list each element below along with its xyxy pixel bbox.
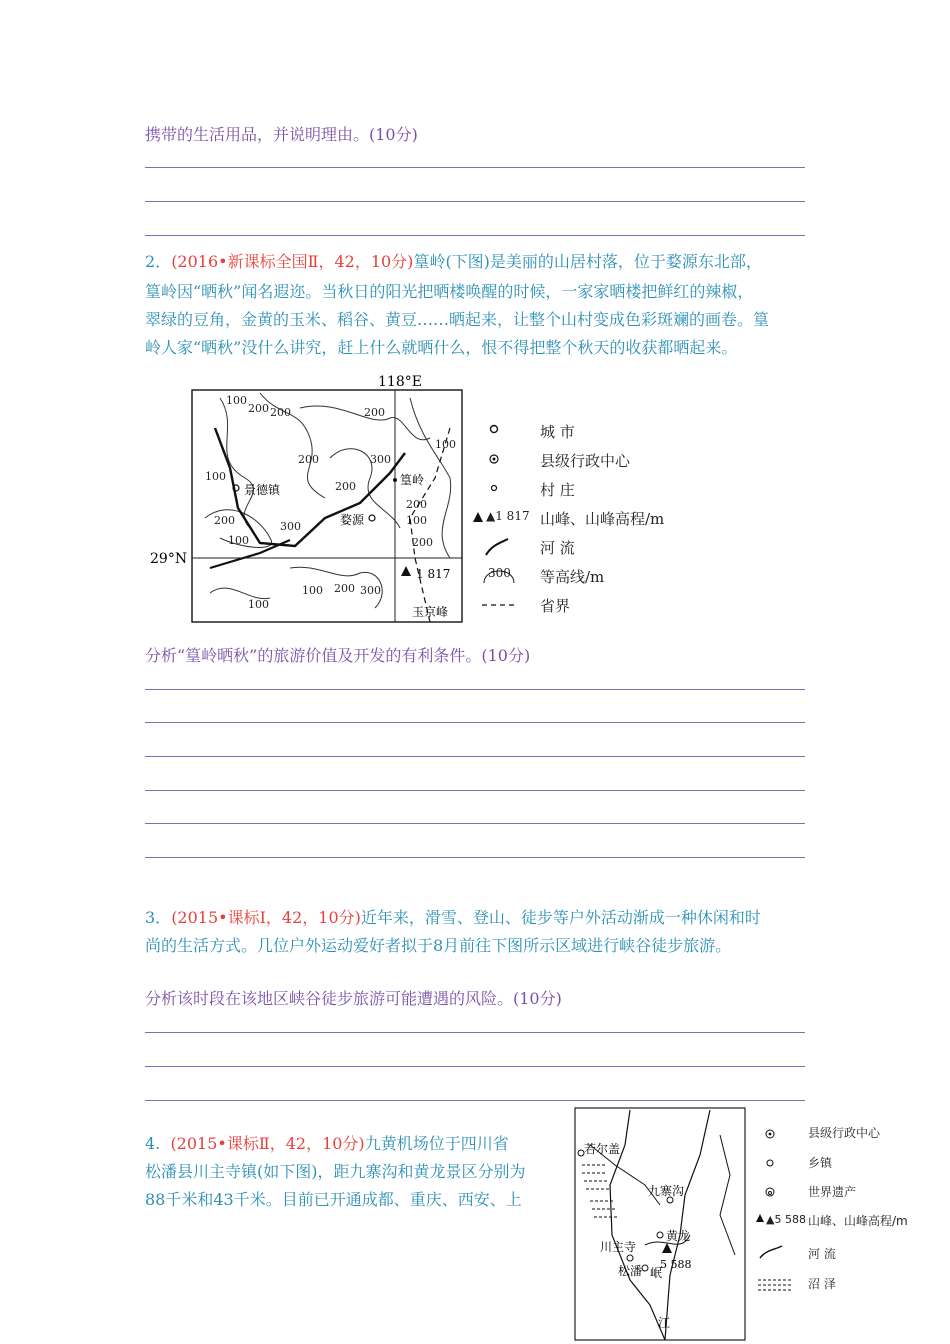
svg-text:100: 100: [226, 394, 247, 407]
q2-stem-4: 岭人家“晒秋”没什么讲究，赶上什么就晒什么，恨不得把整个秋天的收获都晒起来。: [145, 338, 738, 357]
village-icon: [492, 486, 497, 491]
place-wuyuan: 婺源: [340, 513, 365, 527]
svg-text:松潘: 松潘: [618, 1264, 643, 1278]
q3-stem-1: 近年来，滑雪、登山、徒步等户外活动渐成一种休闲和时: [360, 908, 761, 927]
svg-text:200: 200: [298, 453, 319, 466]
answer-line[interactable]: [145, 167, 805, 168]
svg-text:100: 100: [406, 514, 427, 527]
q4-stem-1: 九黄机场位于四川省: [364, 1134, 509, 1153]
answer-line[interactable]: [145, 756, 805, 757]
longitude-label: 118°E: [378, 374, 422, 390]
q3-line-1: [145, 904, 761, 931]
jiuhuang-map: [570, 1105, 750, 1344]
answer-line[interactable]: [145, 823, 805, 824]
svg-text:100: 100: [228, 534, 249, 547]
q4-line-1: [145, 1130, 509, 1157]
svg-text:1 817: 1 817: [416, 567, 451, 581]
river-icon: [486, 539, 508, 555]
huangling-map: [150, 368, 470, 624]
place-huangling: 篁岭: [400, 473, 425, 487]
q4-stem-3: 88千米和43千米。目前已开通成都、重庆、西安、上: [145, 1190, 522, 1209]
q2-line-1: [145, 248, 762, 275]
latitude-label: 29°N: [150, 551, 188, 567]
svg-text:岷: 岷: [650, 1266, 663, 1280]
answer-line[interactable]: [145, 1032, 805, 1033]
q3-stem-2: 尚的生活方式。几位户外运动爱好者拟于8月前往下图所示区域进行峡谷徒步旅游。: [145, 936, 732, 955]
q4-source: (2015•课标Ⅱ，42，10分): [170, 1134, 365, 1153]
svg-text:200: 200: [270, 406, 291, 419]
svg-text:300: 300: [280, 520, 301, 533]
peak-icon: [756, 1214, 764, 1222]
answer-line[interactable]: [145, 857, 805, 858]
q3-question: 分析该时段在该地区峡谷徒步旅游可能遭遇的风险。(10分): [145, 989, 562, 1008]
q4-stem-2: 松潘县川主寺镇(如下图)，距九寨沟和黄龙景区分别为: [145, 1162, 526, 1181]
svg-text:300: 300: [360, 584, 381, 597]
svg-text:若尔盖: 若尔盖: [584, 1142, 621, 1156]
city-icon: [491, 426, 498, 433]
answer-line[interactable]: [145, 235, 805, 236]
q2-question: 分析“篁岭晒秋”的旅游价值及开发的有利条件。(10分): [145, 646, 531, 665]
svg-text:300: 300: [370, 453, 391, 466]
answer-line[interactable]: [145, 1100, 805, 1101]
township-icon: [767, 1160, 773, 1166]
q3-source: (2015•课标Ⅰ，42，10分): [171, 908, 361, 927]
q2-stem-3: 翠绿的豆角，金黄的玉米、稻谷、黄豆……晒起来，让整个山村变成色彩斑斓的画卷。篁: [145, 310, 770, 329]
svg-text:5 588: 5 588: [660, 1258, 692, 1271]
swamp-icon: [758, 1280, 792, 1290]
svg-text:200: 200: [214, 514, 235, 527]
svg-text:200: 200: [334, 582, 355, 595]
svg-text:江: 江: [658, 1316, 671, 1330]
answer-line[interactable]: [145, 201, 805, 202]
svg-text:九寨沟: 九寨沟: [648, 1184, 685, 1198]
answer-line[interactable]: [145, 790, 805, 791]
answer-line[interactable]: [145, 1066, 805, 1067]
svg-text:黄龙: 黄龙: [666, 1229, 691, 1243]
svg-text:100: 100: [302, 584, 323, 597]
q2-number: 2．: [145, 252, 172, 271]
q3-number: 3．: [145, 908, 172, 927]
svg-text:200: 200: [406, 498, 427, 511]
q4-legend-icons: [752, 1120, 802, 1295]
svg-text:200: 200: [335, 480, 356, 493]
svg-text:200: 200: [364, 406, 385, 419]
river-icon: [760, 1246, 782, 1258]
svg-text:200: 200: [412, 536, 433, 549]
svg-text:200: 200: [248, 402, 269, 415]
q2-source: (2016•新课标全国Ⅱ，42，10分): [171, 252, 414, 271]
answer-line[interactable]: [145, 689, 805, 690]
place-yujingfeng: 玉京峰: [412, 605, 449, 619]
peak-icon: [473, 512, 483, 522]
q2-stem-1: 篁岭(下图)是美丽的山居村落，位于婺源东北部，: [413, 252, 762, 271]
q1-question-tail: 携带的生活用品，并说明理由。(10分): [145, 125, 418, 144]
q2-stem-2: 篁岭因“晒秋”闻名遐迩。当秋日的阳光把晒楼唤醒的时候，一家家晒楼把鲜红的辣椒，: [145, 282, 754, 301]
svg-text:川主寺: 川主寺: [600, 1240, 637, 1254]
place-jingdezhen: 景德镇: [244, 483, 281, 497]
svg-text:100: 100: [205, 470, 226, 483]
q4-number: 4.: [145, 1134, 161, 1153]
svg-text:100: 100: [248, 598, 269, 611]
svg-text:100: 100: [435, 438, 456, 451]
answer-line[interactable]: [145, 722, 805, 723]
